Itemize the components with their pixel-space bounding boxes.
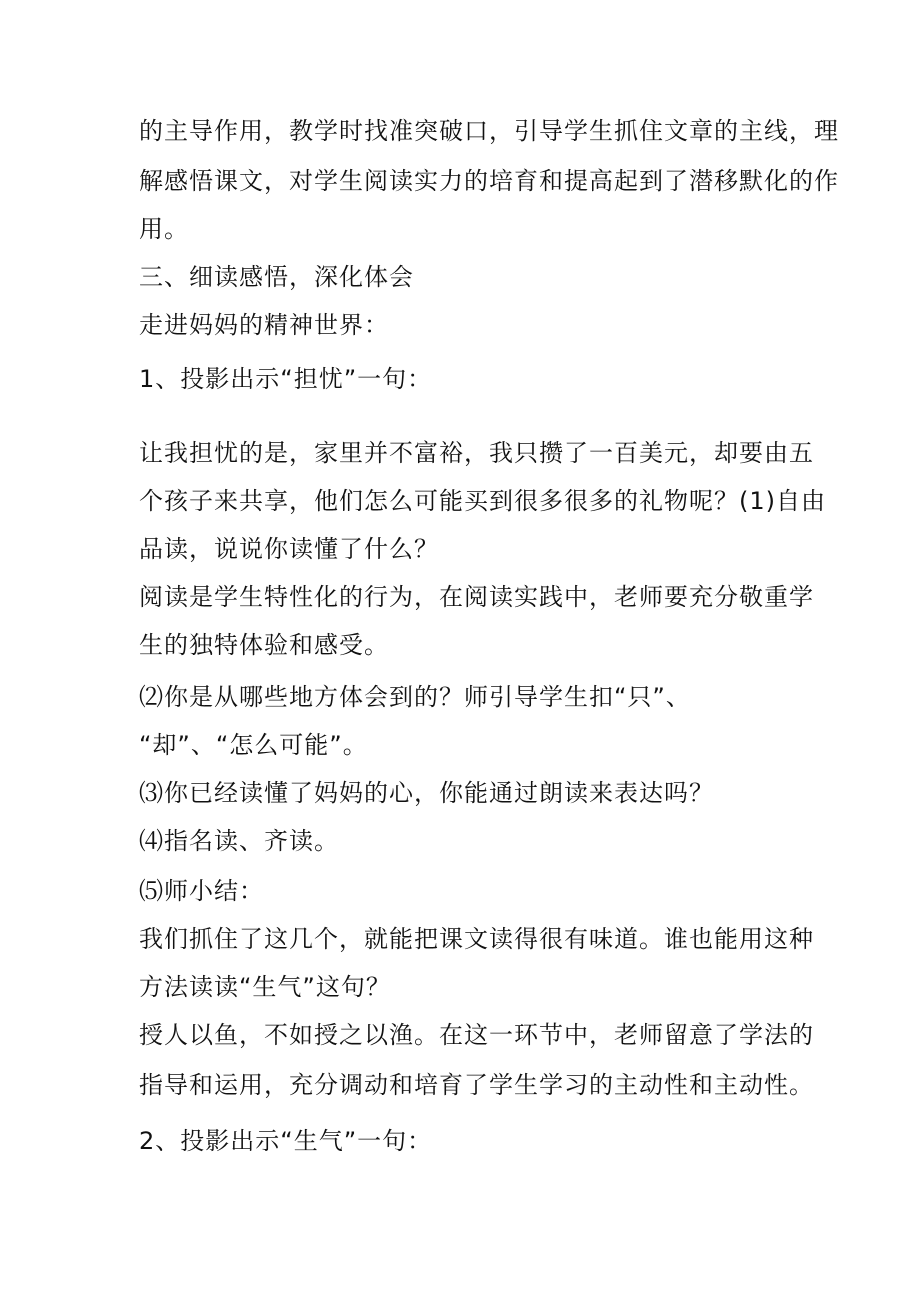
text-line: 指导和运用，充分调动和培育了学生学习的主动性和主动性。 (139, 1071, 814, 1099)
text-line: 让我担忧的是，家里并不富裕，我只攒了一百美元，却要由五 (139, 439, 814, 467)
text-line: 用。 (139, 215, 189, 243)
text-line: ⑸师小结： (139, 877, 264, 905)
text-line: ⑵你是从哪些地方体会到的？师引导学生扣“只”、 (139, 683, 691, 711)
text-line: 2、投影出示“生气”一句： (139, 1127, 433, 1155)
text-line: 生的独特体验和感受。 (139, 631, 389, 659)
text-line: “却”、“怎么可能”。 (139, 731, 368, 759)
text-line: 品读，说说你读懂了什么？ (139, 535, 439, 563)
text-line: 走进妈妈的精神世界： (139, 311, 389, 339)
text-line: ⑷指名读、齐读。 (139, 827, 339, 855)
text-line: 我们抓住了这几个，就能把课文读得很有味道。谁也能用这种 (139, 925, 814, 953)
text-line: 解感悟课文，对学生阅读实力的培育和提高起到了潜移默化的作 (139, 167, 839, 195)
text-line: 个孩子来共享，他们怎么可能买到很多很多的礼物呢？(1)自由 (139, 487, 826, 515)
text-line: ⑶你已经读懂了妈妈的心，你能通过朗读来表达吗？ (139, 779, 714, 807)
text-line: 1、投影出示“担忧”一句： (139, 365, 433, 393)
text-line: 方法读读“生气”这句？ (139, 973, 391, 1001)
text-line: 授人以鱼，不如授之以渔。在这一环节中，老师留意了学法的 (139, 1021, 814, 1049)
section-heading: 三、细读感悟，深化体会 (139, 263, 414, 291)
text-line: 的主导作用，教学时找准突破口，引导学生抓住文章的主线，理 (139, 117, 839, 145)
text-line: 阅读是学生特性化的行为，在阅读实践中，老师要充分敬重学 (139, 583, 814, 611)
